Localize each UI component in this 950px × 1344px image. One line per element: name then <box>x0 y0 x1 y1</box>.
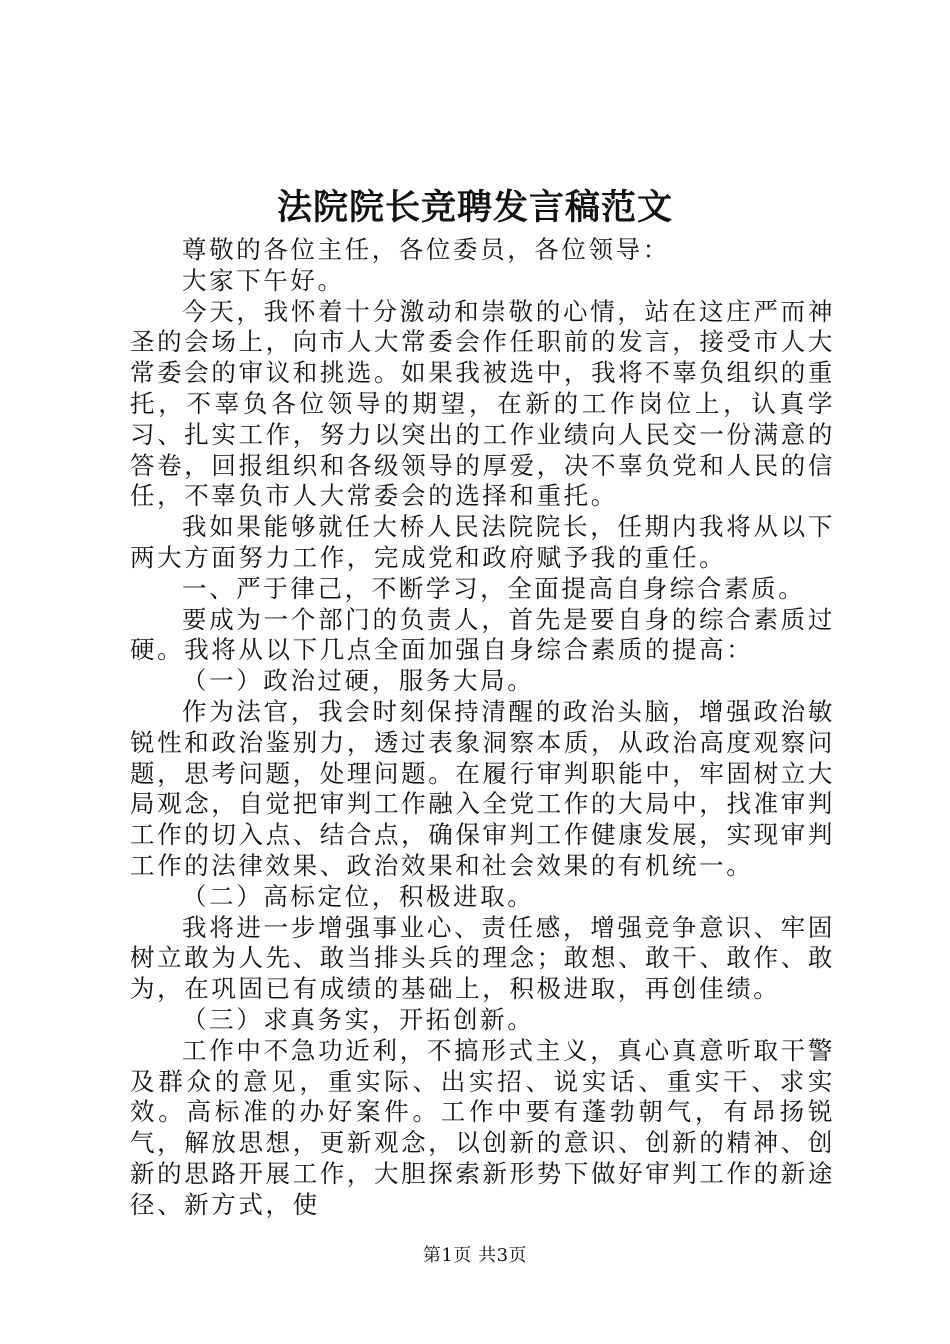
section-heading-1: 一、严于律己，不断学习，全面提高自身综合素质。 <box>182 573 806 603</box>
subheading-2: （二）高标定位，积极进取。 <box>182 881 535 911</box>
paragraph-progress: 我将进一步增强事业心、责任感，增强竞争意识、牢固树立敢为人先、敢当排头兵的理念；敢想、敢干、敢作、敢为，在巩固已有成绩的基础上，积极进取，再创佳绩。 <box>130 912 835 1004</box>
subheading-1: （一）政治过硬，服务大局。 <box>182 666 535 696</box>
paragraph-plan: 我如果能够就任大桥人民法院院长，任期内我将从以下两大方面努力工作，完成党和政府赋予我的重任。 <box>130 512 835 572</box>
document-title: 法院院长竞聘发言稿范文 <box>276 187 673 228</box>
document-body <box>130 235 835 1221</box>
page-number-footer: 第1页 共3页 <box>422 1245 528 1266</box>
paragraph-greeting: 大家下午好。 <box>182 265 345 295</box>
paragraph-introduction: 今天，我怀着十分激动和崇敬的心情，站在这庄严而神圣的会场上，向市人大常委会作任职前的发言，接受市人大常委会的审议和挑选。如果我被选中，我将不辜负组织的重托，不辜负各位领导的期望，在新的工作岗位上，认真学习、扎实工作，努力以突出的工作业绩向人民交一份满意的答卷，回报组织和各级领导的厚爱，决不辜负党和人民的信任，不辜负市人大常委会的选择和重托。 <box>130 296 835 511</box>
paragraph-politics: 作为法官，我会时刻保持清醒的政治头脑，增强政治敏锐性和政治鉴别力，透过表象洞察本质，从政治高度观察问题，思考问题，处理问题。在履行审判职能中，牢固树立大局观念，自觉把审判工作融入全党工作的大局中，找准审判工作的切入点、结合点，确保审判工作健康发展，实现审判工作的法律效果、政治效果和社会效果的有机统一。 <box>130 696 835 880</box>
paragraph-quality: 要成为一个部门的负责人，首先是要自身的综合素质过硬。我将从以下几点全面加强自身综合素质的提高： <box>130 604 835 665</box>
paragraph-innovation: 工作中不急功近利，不搞形式主义，真心真意听取干警及群众的意见，重实际、出实招、说实话、重实干、求实效。高标准的办好案件。工作中要有蓬勃朝气，有昂扬锐气，解放思想，更新观念，以创新的意识、创新的精神、创新的思路开展工作，大胆探索新形势下做好审判工作的新途径、新方式，使 <box>130 1035 835 1219</box>
subheading-3: （三）求真务实，开拓创新。 <box>182 1004 535 1034</box>
paragraph-salutation: 尊敬的各位主任，各位委员，各位领导： <box>182 235 670 264</box>
